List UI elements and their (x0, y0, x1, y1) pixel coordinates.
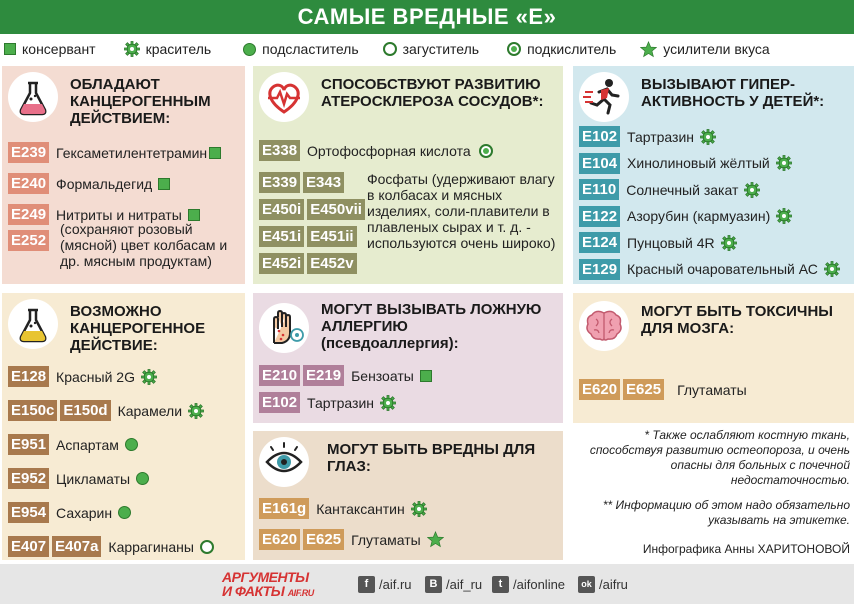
e-code-badge: E129 (579, 259, 620, 280)
additive-name: Глутаматы (677, 381, 747, 398)
additive-description: Фосфаты (удерживают влагу в колбасах и мясных изделиях, соли-плавители в плавленых сырах и т. д. - используются очень широко) (367, 171, 556, 251)
e-code-badge: E110 (579, 179, 619, 200)
panel-possible-carcinogenic (2, 293, 245, 560)
e-code-badge: E407 (8, 536, 49, 557)
e-code-badge: E951 (8, 434, 49, 455)
circle-icon (118, 506, 131, 519)
legend (0, 36, 854, 62)
additive-name: Солнечный закат (626, 181, 739, 198)
flask-icon (8, 299, 58, 349)
gear-icon (700, 129, 716, 145)
e-code-badge: E954 (8, 502, 49, 523)
ring-icon (383, 42, 397, 56)
footnote-2: ** Информацию об этом надо обязательно указывать на этикетке. (602, 498, 850, 527)
circle-icon (243, 43, 256, 56)
legend-label: подкислитель (527, 41, 617, 57)
square-icon (4, 43, 16, 55)
facebook-icon: f (358, 576, 375, 593)
list-item (579, 232, 737, 253)
legend-label: усилители вкуса (663, 41, 770, 57)
e-code-badge: E452v (307, 253, 356, 274)
eye-icon (259, 437, 309, 487)
e-code-badge: E450vii (307, 199, 365, 220)
list-item (579, 206, 792, 227)
gear-icon (188, 403, 204, 419)
aif-logo[interactable]: АРГУМЕНТЫ И ФАКТЫ AIF.RU (222, 569, 314, 599)
list-item (8, 400, 204, 421)
additive-name: Хинолиновый жёлтый (627, 155, 770, 171)
list-item (259, 253, 360, 274)
e-code-badge: E450i (259, 199, 304, 220)
legend-item-flavor-enhancer (636, 41, 769, 58)
panel-brain (573, 293, 854, 423)
list-item (8, 366, 157, 387)
square-icon (420, 370, 432, 382)
additive-name: Сахарин (56, 504, 113, 521)
e-code-badge: E150d (60, 400, 110, 421)
social-link-facebook[interactable]: f /aif.ru (358, 576, 412, 593)
panel-atherosclerosis (253, 66, 563, 284)
square-icon (158, 178, 170, 190)
list-item (259, 498, 427, 519)
additive-name: Карамели (117, 402, 183, 419)
e-code-badge: E620 (579, 379, 620, 400)
list-item (8, 536, 214, 557)
e-code-badge: E150c (8, 400, 57, 421)
legend-item-sweetener (239, 41, 358, 57)
panel-allergy (253, 293, 563, 423)
list-item (579, 379, 747, 400)
list-item (8, 502, 131, 523)
additive-name: Тартразин (627, 128, 695, 145)
gear-icon (824, 261, 840, 277)
panel-title: ОБЛАДАЮТ КАНЦЕРОГЕННЫМ ДЕЙСТВИЕМ: (70, 76, 211, 127)
additive-name: Глутаматы (351, 531, 421, 548)
footer (0, 564, 854, 604)
additive-name: Азорубин (кармуазин) (627, 208, 771, 224)
list-item (8, 142, 221, 163)
panel-title: ВОЗМОЖНО КАНЦЕРОГЕННОЕ ДЕЙСТВИЕ: (70, 303, 206, 354)
additive-name: Пунцовый 4R (627, 234, 715, 251)
panel-title: МОГУТ БЫТЬ ТОКСИЧНЫ ДЛЯ МОЗГА: (641, 303, 833, 337)
e-code-badge: E161g (259, 498, 309, 519)
e-code-badge: E451ii (307, 226, 356, 247)
additive-name: Каррагинаны (108, 538, 194, 555)
e-code-badge: E249 (8, 204, 49, 225)
star-icon (640, 41, 657, 58)
legend-label: консервант (22, 41, 96, 57)
gear-icon (776, 208, 792, 224)
additive-name: Гексаметилентетрамин (56, 144, 208, 161)
e-code-badge: E452i (259, 253, 304, 274)
legend-label: краситель (145, 41, 212, 57)
legend-item-preservative (0, 41, 96, 57)
vk-icon: В (425, 576, 442, 593)
list-item (259, 140, 493, 161)
circle-icon (125, 438, 138, 451)
panel-carcinogenic (2, 66, 245, 284)
social-link-twitter[interactable]: t /aifonline (492, 576, 565, 593)
list-item (579, 179, 760, 200)
heart-pulse-icon (259, 72, 309, 122)
list-item (8, 468, 149, 489)
target-icon (479, 144, 493, 158)
twitter-icon: t (492, 576, 509, 593)
panel-subtitle: (псевдоаллергия): (321, 335, 459, 352)
list-item (8, 173, 170, 194)
e-code-badge: E122 (579, 206, 620, 227)
list-item (259, 529, 444, 550)
odnoklassniki-icon: ok (578, 576, 595, 593)
list-item (259, 172, 347, 193)
additive-name: Аспартам (56, 436, 119, 453)
additive-name: Формальдегид (56, 175, 153, 192)
e-code-badge: E625 (303, 529, 344, 550)
e-code-badge: E104 (579, 153, 620, 174)
gear-icon (721, 235, 737, 251)
legend-item-acidifier (503, 41, 616, 57)
panel-hyperactivity (573, 66, 854, 284)
square-icon (188, 209, 200, 221)
ring-icon (200, 540, 214, 554)
legend-label: загуститель (402, 41, 480, 57)
legend-item-thickener (379, 41, 479, 57)
infographic-credit: Инфографика Анны ХАРИТОНОВОЙ (642, 542, 850, 556)
list-item (579, 126, 716, 147)
target-icon (507, 42, 521, 56)
additive-name: Красный очаровательный АС (627, 261, 818, 277)
list-item (259, 392, 396, 413)
flask-icon (8, 72, 58, 122)
social-link-vk[interactable]: В /aif_ru (425, 576, 482, 593)
e-code-badge: E219 (303, 365, 344, 386)
star-icon (427, 531, 444, 548)
footnotes (580, 428, 850, 528)
panel-title (321, 301, 561, 352)
list-item (259, 199, 368, 220)
additive-name: Тартразин (307, 394, 375, 411)
gear-icon (141, 369, 157, 385)
list-item (259, 365, 432, 386)
square-icon (209, 147, 221, 159)
list-item (579, 153, 792, 174)
e-code-badge: E339 (259, 172, 300, 193)
e-code-badge: E338 (259, 140, 300, 161)
panel-title: ВЫЗЫВАЮТ ГИПЕР-АКТИВНОСТЬ У ДЕТЕЙ*: (641, 76, 825, 110)
footnote-1: * Также ослабляют костную ткань, способствуя развитию остеопороза, и очень опасны для больных с почечной недостаточностью. (589, 428, 850, 487)
panel-title-main: МОГУТ ВЫЗЫВАТЬ ЛОЖНУЮ АЛЛЕРГИЮ (321, 301, 542, 335)
panel-title: МОГУТ БЫТЬ ВРЕДНЫ ДЛЯ ГЛАЗ: (327, 441, 536, 475)
additive-name: Ортофосфорная кислота (307, 142, 471, 159)
brain-icon (579, 301, 629, 351)
e-code-badge: E952 (8, 468, 49, 489)
list-item (8, 434, 138, 455)
gear-icon (380, 395, 396, 411)
page-title: САМЫЕ ВРЕДНЫЕ «Е» (0, 0, 854, 34)
additive-description: (сохраняют розовый (мясной) цвет колбасам и др. мясным продуктам) (60, 221, 228, 269)
e-code-badge: E102 (579, 126, 620, 147)
e-code-badge: E239 (8, 142, 49, 163)
e-code-badge: E625 (623, 379, 664, 400)
e-code-badge: E407a (52, 536, 101, 557)
e-code-badge: E102 (259, 392, 300, 413)
e-code-badge: E451i (259, 226, 304, 247)
additive-name: Красный 2G (56, 368, 135, 385)
legend-label: подсластитель (262, 41, 359, 57)
e-code-badge: E210 (259, 365, 300, 386)
panel-title: СПОСОБСТВУЮТ РАЗВИТИЮ АТЕРОСКЛЕРОЗА СОСУДОВ*: (321, 76, 544, 110)
gear-icon (124, 41, 140, 57)
additive-name: Бензоаты (351, 367, 414, 384)
list-item (8, 230, 52, 251)
e-code-badge: E124 (579, 232, 620, 253)
legend-item-colorant (120, 41, 212, 57)
circle-icon (136, 472, 149, 485)
gear-icon (776, 155, 792, 171)
e-code-badge: E240 (8, 173, 49, 194)
additive-name: Нитриты и нитраты (56, 206, 182, 223)
hand-allergy-icon (259, 303, 309, 353)
additive-name: Кантаксантин (316, 500, 405, 517)
social-link-ok[interactable]: ok /aifru (578, 576, 628, 593)
running-child-icon (579, 72, 629, 122)
e-code-badge: E343 (303, 172, 344, 193)
additive-name: Цикламаты (56, 470, 131, 487)
panel-eyes (253, 431, 563, 560)
list-item (579, 259, 840, 280)
gear-icon (411, 501, 427, 517)
e-code-badge: E128 (8, 366, 49, 387)
list-item (259, 226, 360, 247)
e-code-badge: E620 (259, 529, 300, 550)
e-code-badge: E252 (8, 230, 49, 251)
gear-icon (744, 182, 760, 198)
